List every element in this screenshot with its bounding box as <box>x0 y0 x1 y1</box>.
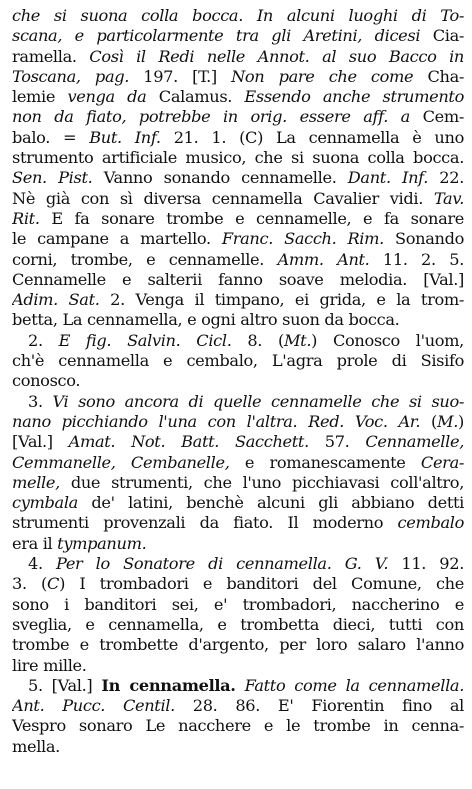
text-line: strumento artificiale musico, che si suona colla bocca. <box>12 148 464 168</box>
text-line: melle, due strumenti, che l'uno picchiavasi coll'altro, <box>12 472 464 492</box>
text-line: ch'è cennamella e cembalo, L'agra prole di Sisifo <box>12 351 464 371</box>
text-line: cymbala de' latini, benchè alcuni gli abbiano detti <box>12 493 464 513</box>
text-line: betta, La cennamella, e ogni altro suon da bocca. <box>12 310 400 330</box>
text-line: corni, trombe, e cennamelle. Amm. Ant. 11. 2. 5. <box>12 249 464 269</box>
text-line: era il tympanum. <box>12 533 147 553</box>
text-line: [Val.] Amat. Not. Batt. Sacchett. 57. Cennamelle, <box>12 432 464 452</box>
text-line: mella. <box>12 736 60 756</box>
text-line: Vespro sonaro Le nacchere e le trombe in cenna- <box>12 716 464 736</box>
text-line: Toscana, pag. 197. [T.] Non pare che come Cha- <box>12 66 464 86</box>
text-line: sveglia, e cennamella, e trombetta dieci, tutti con <box>12 614 464 634</box>
text-line: nano picchiando l'una con l'altra. Red. Voc. Ar. (M.) <box>12 411 464 431</box>
text-line: scana, e particolarmente tra gli Aretini, dicesi Cia- <box>12 26 464 46</box>
text-line: 3. Vi sono ancora di quelle cennamelle che si suo- <box>28 391 464 411</box>
text-line: Ant. Pucc. Centil. 28. 86. E' Fiorentin fino al <box>12 696 464 716</box>
text-line: 5. [Val.] In cennamella. Fatto come la cennamella. <box>28 675 464 695</box>
text-line: ramella. Così il Redi nelle Annot. al suo Bacco in <box>12 46 464 66</box>
text-line: Rit. E fa sonare trombe e cennamelle, e fa sonare <box>12 208 464 228</box>
text-line: balo. = But. Inf. 21. 1. (C) La cennamella è uno <box>12 127 464 147</box>
text-line: strumenti provenzali da fiato. Il moderno cembalo <box>12 513 464 533</box>
text-line: sono i banditori sei, e' trombadori, naccherino e <box>12 594 464 614</box>
text-line: Cennamelle e salterii fanno soave melodia. [Val.] <box>12 269 464 289</box>
text-line: le campane a martello. Franc. Sacch. Rim. Sonando <box>12 229 464 249</box>
text-line: 4. Per lo Sonatore di cennamella. G. V. 11. 92. <box>28 554 464 574</box>
text-line: trombe e trombette d'argento, per loro salaro l'anno <box>12 635 464 655</box>
text-line: 3. (C) I trombadori e banditori del Comune, che <box>12 574 464 594</box>
text-line: lire mille. <box>12 655 87 675</box>
text-line: Cemmanelle, Cembanelle, e romanescamente Cera- <box>12 452 464 472</box>
text-line: conosco. <box>12 371 81 391</box>
text-line: Adim. Sat. 2. Venga il timpano, ei grida, e la trom- <box>12 290 464 310</box>
text-line: 2. E fig. Salvin. Cicl. 8. (Mt.) Conosco l'uom, <box>28 330 464 350</box>
text-line: lemie venga da Calamus. Essendo anche strumento <box>12 87 464 107</box>
text-line: Nè già con sì diversa cennamella Cavalier vidi. Tav. <box>12 188 464 208</box>
text-line: che si suona colla bocca. In alcuni luoghi di To- <box>12 6 464 25</box>
text-line: non da fiato, potrebbe in orig. essere aff. a Cem- <box>12 107 464 127</box>
text-line: Sen. Pist. Vanno sonando cennamelle. Dant. Inf. 22. <box>12 168 464 188</box>
